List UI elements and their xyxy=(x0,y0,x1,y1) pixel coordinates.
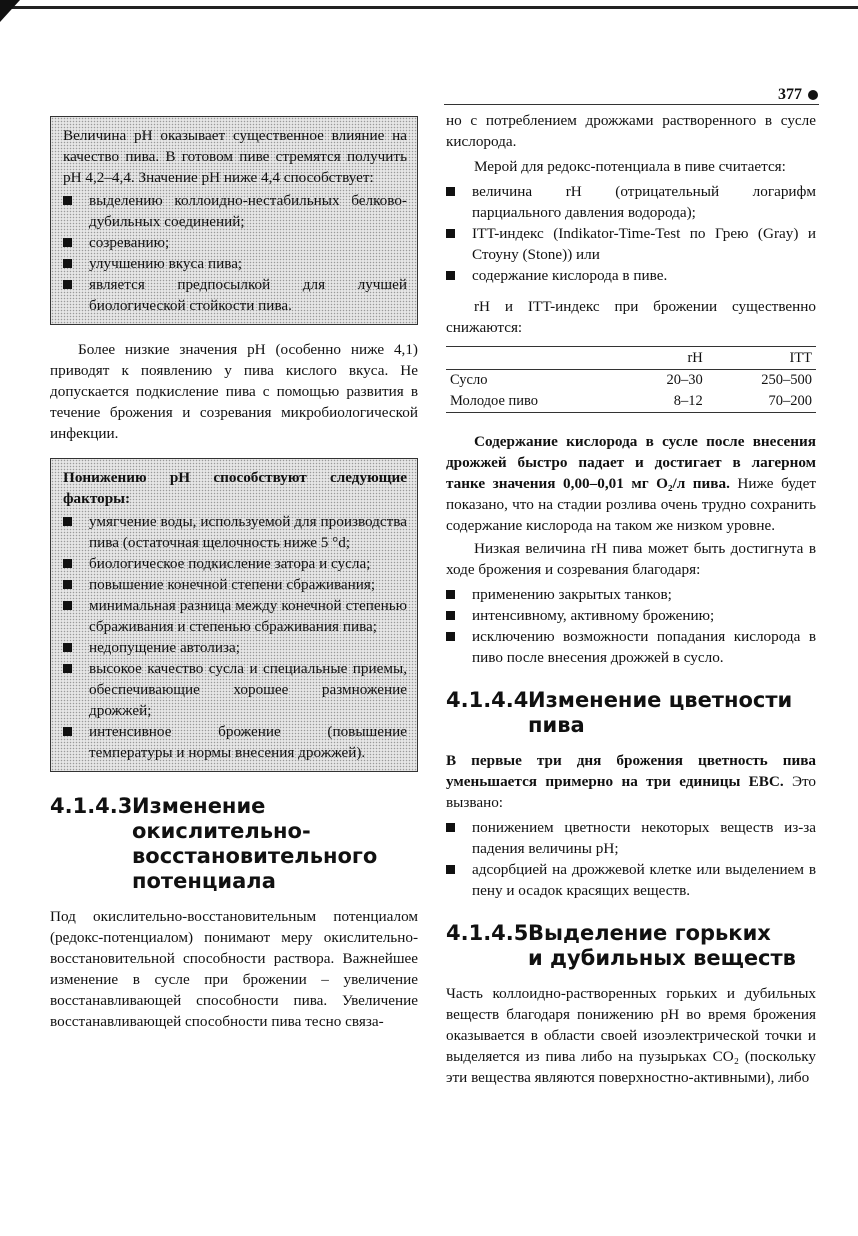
section-number: 4.1.4.3. xyxy=(50,794,141,818)
table-cell: 70–200 xyxy=(707,391,816,413)
table-cell: 250–500 xyxy=(761,372,812,388)
list-item: повышение конечной степени сбраживания; xyxy=(63,574,407,595)
measure-list xyxy=(446,181,816,286)
page-number xyxy=(778,86,818,104)
continued-paragraph: но с потреблением дрожжами растворенного в сусле кислорода. xyxy=(446,112,816,150)
list-item: улучшению вкуса пива; xyxy=(63,253,407,274)
list-item: содержание кислорода в пиве. xyxy=(446,265,816,286)
header-rule xyxy=(444,104,819,105)
list-item: выделению коллоидно-нестабильных белково-дубильных соединений; xyxy=(63,190,407,232)
section-title-line: и дубильных веществ xyxy=(528,946,796,970)
color-paragraph xyxy=(446,750,816,813)
ph-factors-box xyxy=(50,458,418,772)
section-heading-4143 xyxy=(50,794,418,894)
list-item: интенсивное брожение (повышение температуры и нормы внесения дрожжей). xyxy=(63,721,407,763)
list-item: адсорбцией на дрожжевой клетке или выделением в пену и осадок красящих веществ. xyxy=(446,859,816,901)
section-title-line: потенциала xyxy=(132,869,276,893)
section-number: 4.1.4.5. xyxy=(446,921,537,945)
page-number-text: 377 xyxy=(778,86,802,103)
rh-itt-table xyxy=(446,346,816,413)
oxygen-text: Ниже будет показано, что на стадии розлива очень трудно сохранить содержание кислорода на таком же низком уровне. xyxy=(446,475,816,534)
page-top-border xyxy=(0,0,858,9)
right-column xyxy=(446,110,816,1088)
table-cell: 8–12 xyxy=(625,391,707,413)
list-item: минимальная разница между конечной степенью сбраживания и степенью сбраживания пива; xyxy=(63,595,407,637)
page-number-dot-icon xyxy=(808,90,818,100)
table-cell: Сусло xyxy=(450,372,488,388)
list-item: высокое качество сусла и специальные приемы, обеспечивающие хорошее размножение дрожжей; xyxy=(63,658,407,721)
ph-box-intro: Величина pH оказывает существенное влияние на качество пива. В готовом пиве стремятся получить pH 4,2–4,4. Значение pH ниже 4,4 способствует: xyxy=(63,127,407,186)
list-item: понижением цветности некоторых веществ из-за падения величины pH; xyxy=(446,817,816,859)
oxygen-paragraph xyxy=(446,431,816,536)
section-number: 4.1.4.4. xyxy=(446,688,537,712)
table-header-row xyxy=(446,347,816,370)
low-ph-paragraph: Более низкие значения pH (особенно ниже 4,1) приводят к появлению у пива кислого вкуса. Не допускается подкисление пива с помощью развития в течение брожения и созревания микробиологической инфекции. xyxy=(50,341,418,442)
table-cell: 20–30 xyxy=(666,372,703,388)
ph-box-list xyxy=(63,190,407,316)
list-item: является предпосылкой для лучшей биологической стойкости пива. xyxy=(63,274,407,316)
table-row xyxy=(446,370,816,392)
table-cell: Молодое пиво xyxy=(446,391,625,413)
list-item: созреванию; xyxy=(63,232,407,253)
bitter-paragraph: Часть коллоидно-растворенных горьких и дубильных веществ благодаря понижению pH во время брожения оказывается в области своей изоэлектрической точки и выделяется из пива либо на пузырьках CO₂ (поскольку эти вещества являются поверхностно-активными), либо xyxy=(446,985,816,1086)
section-title-line: Выделение горьких xyxy=(528,921,771,945)
list-item: применению закрытых танков; xyxy=(446,584,816,605)
section-title-line: Изменение цветности xyxy=(528,688,793,712)
corner-mark xyxy=(0,0,20,22)
ph-info-box xyxy=(50,116,418,325)
section-title-line: пива xyxy=(528,713,585,737)
section-title-line: Изменение xyxy=(132,794,266,818)
table-header: ITT xyxy=(707,347,816,370)
section-title-line: окислительно- xyxy=(132,819,311,843)
table-header xyxy=(446,347,625,370)
color-text: Это вызвано: xyxy=(446,773,816,811)
list-item: интенсивному, активному брожению; xyxy=(446,605,816,626)
left-column xyxy=(50,116,418,1032)
ph-factors-title: Понижению pH способствуют следующие факторы: xyxy=(63,469,407,507)
ph-factors-list xyxy=(63,511,407,763)
measure-paragraph: Мерой для редокс-потенциала в пиве считается: xyxy=(474,158,786,175)
section-heading-4145 xyxy=(446,921,816,971)
section-title-line: восстановительного xyxy=(132,844,378,868)
rh-paragraph: rH и ITT-индекс при брожении существенно снижаются: xyxy=(446,298,816,336)
list-item: умягчение воды, используемой для производства пива (остаточная щелочность ниже 5 °d; xyxy=(63,511,407,553)
oxygen-bold-text: Содержание кислорода в сусле после внесения дрожжей быстро падает и достигает в лагерном танке значения 0,00–0,01 мг O₂/л пива. xyxy=(446,433,816,492)
list-item: недопущение автолиза; xyxy=(63,637,407,658)
list-item: исключению возможности попадания кислорода в пиво после внесения дрожжей в сусло. xyxy=(446,626,816,668)
list-item: величина rH (отрицательный логарифм парциального давления водорода); xyxy=(446,181,816,223)
low-rh-list xyxy=(446,584,816,668)
table-row xyxy=(446,391,816,413)
section-heading-4144 xyxy=(446,688,816,738)
table-header: rH xyxy=(625,347,707,370)
color-bold-text: В первые три дня брожения цветность пива уменьшается примерно на три единицы EBC. xyxy=(446,752,816,790)
top-rule xyxy=(0,6,858,9)
redox-paragraph: Под окислительно-восстановительным потенциалом (редокс-потенциалом) понимают меру окислительно-восстановительной способности раствора. Важнейшее изменение в сусле при брожении – увеличение восстанавливающей способности пива. Увеличение восстанавливающей способности пива тесно связа- xyxy=(50,908,418,1030)
list-item: биологическое подкисление затора и сусла; xyxy=(63,553,407,574)
low-rh-paragraph: Низкая величина rH пива может быть достигнута в ходе брожения и созревания благодаря: xyxy=(446,540,816,578)
color-list xyxy=(446,817,816,901)
list-item: ITT-индекс (Indikator-Time-Test по Грею (Gray) и Стоуну (Stone)) или xyxy=(446,223,816,265)
